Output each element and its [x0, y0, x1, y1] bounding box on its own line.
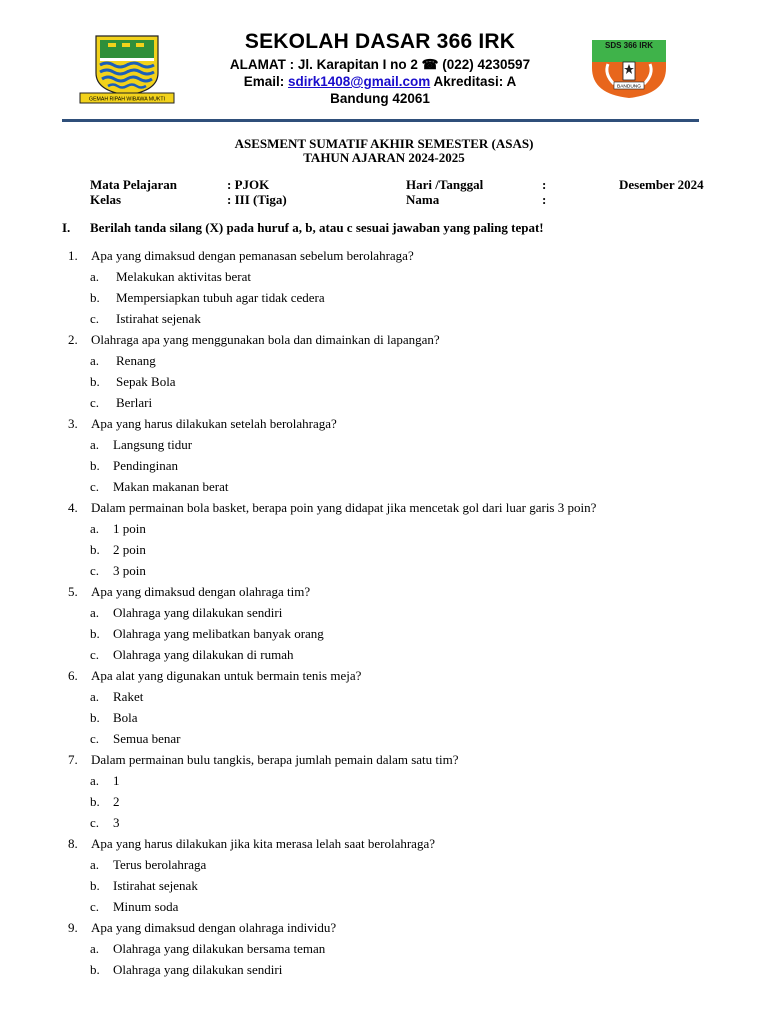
question-text: Dalam permainan bulu tangkis, berapa jumlah pemain dalam satu tim? [91, 752, 459, 767]
question-text: Apa yang harus dilakukan setelah berolahraga? [91, 416, 337, 431]
answer-option[interactable] [90, 311, 201, 327]
answer-option[interactable] [90, 563, 146, 579]
answer-option[interactable] [90, 710, 138, 726]
option-text: Mempersiapkan tubuh agar tidak cedera [116, 290, 325, 305]
option-letter: b. [90, 374, 100, 389]
option-text: 3 [113, 815, 120, 830]
option-letter: a. [90, 269, 100, 284]
option-text: 2 [113, 794, 120, 809]
question-number: 7. [68, 752, 78, 767]
date-colon: : [542, 177, 547, 192]
school-name: SEKOLAH DASAR 366 IRK [244, 30, 516, 53]
letterhead [0, 0, 768, 125]
question-text: Apa yang dimaksud dengan pemanasan sebelum berolahraga? [91, 248, 414, 263]
answer-option[interactable] [90, 479, 229, 495]
option-text: Makan makanan berat [113, 479, 229, 494]
question-3 [68, 416, 337, 432]
question-7 [68, 752, 459, 768]
answer-option[interactable] [90, 290, 325, 306]
question-text: Apa yang dimaksud dengan olahraga tim? [91, 584, 311, 599]
question-number: 4. [68, 500, 78, 515]
option-text: Pendinginan [113, 458, 178, 473]
option-letter: b. [90, 794, 100, 809]
question-number: 9. [68, 920, 78, 935]
answer-option[interactable] [90, 647, 294, 663]
option-text: Berlari [116, 395, 153, 410]
option-text: Minum soda [113, 899, 179, 914]
answer-option[interactable] [90, 521, 146, 537]
option-text: 1 [113, 773, 120, 788]
option-letter: c. [90, 395, 100, 410]
answer-option[interactable] [90, 899, 178, 915]
question-number: 8. [68, 836, 78, 851]
question-text: Olahraga apa yang menggunakan bola dan dimainkan di lapangan? [91, 332, 440, 347]
option-letter: c. [90, 647, 100, 662]
option-text: Olahraga yang dilakukan sendiri [113, 605, 283, 620]
option-text: Semua benar [113, 731, 181, 746]
question-number: 6. [68, 668, 78, 683]
option-text: 1 poin [113, 521, 146, 536]
question-5 [68, 584, 310, 600]
option-text: Istirahat sejenak [116, 311, 201, 326]
answer-option[interactable] [90, 815, 120, 831]
option-letter: a. [90, 941, 100, 956]
address-block [180, 56, 580, 107]
instruction [62, 220, 544, 236]
class-value: : III (Tiga) [227, 192, 287, 207]
option-letter: c. [90, 479, 100, 494]
answer-option[interactable] [90, 374, 176, 390]
school-logo-caption: BANDUNG [617, 84, 641, 90]
option-letter: c. [90, 731, 100, 746]
question-text: Apa yang harus dilakukan jika kita merasa lelah saat berolahraga? [91, 836, 435, 851]
city-emblem-logo [78, 33, 176, 105]
emblem-caption: GEMAH RIPAH WIBAWA MUKTI [89, 96, 165, 103]
option-letter: a. [90, 521, 100, 536]
class-label: Kelas [90, 192, 122, 207]
answer-option[interactable] [90, 542, 146, 558]
question-number: 2. [68, 332, 78, 347]
date-value: Desember 2024 [619, 177, 704, 192]
exam-title: ASESMENT SUMATIF AKHIR SEMESTER (ASAS) [234, 136, 534, 151]
option-letter: a. [90, 605, 100, 620]
school-emblem-logo [590, 38, 668, 100]
answer-option[interactable] [90, 773, 120, 789]
option-letter: b. [90, 290, 100, 305]
question-6 [68, 668, 361, 684]
option-letter: b. [90, 626, 100, 641]
answer-option[interactable] [90, 941, 325, 957]
option-text: Bola [113, 710, 138, 725]
name-colon: : [542, 192, 547, 207]
option-text: Sepak Bola [116, 374, 176, 389]
email-line [180, 73, 580, 90]
name-label: Nama [406, 192, 440, 207]
question-2 [68, 332, 440, 348]
answer-option[interactable] [90, 878, 198, 894]
option-letter: a. [90, 857, 100, 872]
answer-option[interactable] [90, 269, 251, 285]
school-logo-text: SDS 366 IRK [604, 41, 654, 50]
option-text: Raket [113, 689, 144, 704]
answer-option[interactable] [90, 857, 206, 873]
option-letter: a. [90, 353, 100, 368]
answer-option[interactable] [90, 731, 181, 747]
answer-option[interactable] [90, 605, 282, 621]
option-letter: c. [90, 815, 100, 830]
email-link[interactable]: sdirk1408@gmail.com [288, 74, 431, 89]
option-text: Olahraga yang dilakukan sendiri [113, 962, 283, 977]
option-text: Istirahat sejenak [113, 878, 198, 893]
question-text: Apa alat yang digunakan untuk bermain tenis meja? [91, 668, 362, 683]
question-1 [68, 248, 414, 264]
option-letter: b. [90, 962, 100, 977]
exam-year: TAHUN AJARAN 2024-2025 [303, 150, 465, 165]
answer-option[interactable] [90, 395, 152, 411]
option-text: Terus berolahraga [113, 857, 207, 872]
option-letter: b. [90, 710, 100, 725]
question-9 [68, 920, 336, 936]
option-text: 2 poin [113, 542, 146, 557]
answer-option[interactable] [90, 962, 282, 978]
subject-label: Mata Pelajaran [90, 177, 178, 192]
option-letter: c. [90, 563, 100, 578]
answer-option[interactable] [90, 458, 178, 474]
option-letter: c. [90, 311, 100, 326]
option-letter: b. [90, 458, 100, 473]
question-text: Apa yang dimaksud dengan olahraga individu? [91, 920, 337, 935]
question-text: Dalam permainan bola basket, berapa poin yang didapat jika mencetak gol dari luar garis 3 poin? [91, 500, 597, 515]
option-text: Langsung tidur [113, 437, 193, 452]
answer-option[interactable] [90, 626, 324, 642]
date-label: Hari /Tanggal [406, 177, 484, 192]
option-letter: b. [90, 542, 100, 557]
option-letter: a. [90, 773, 100, 788]
header-divider [62, 119, 699, 122]
option-text: Olahraga yang dilakukan bersama teman [113, 941, 326, 956]
option-letter: b. [90, 878, 100, 893]
option-text: Olahraga yang dilakukan di rumah [113, 647, 294, 662]
answer-option[interactable] [90, 689, 143, 705]
address-line: ALAMAT : Jl. Karapitan I no 2 ☎ (022) 4230597 [229, 57, 531, 72]
question-8 [68, 836, 435, 852]
question-number: 5. [68, 584, 78, 599]
subject-value: : PJOK [227, 177, 270, 192]
answer-option[interactable] [90, 353, 156, 369]
city-line: Bandung 42061 [330, 91, 430, 106]
option-letter: a. [90, 437, 100, 452]
option-text: Olahraga yang melibatkan banyak orang [113, 626, 324, 641]
question-number: 3. [68, 416, 78, 431]
accreditation: Akreditasi: A [433, 74, 517, 89]
option-text: Melakukan aktivitas berat [116, 269, 252, 284]
option-text: Renang [116, 353, 156, 368]
question-number: 1. [68, 248, 78, 263]
instruction-text: Berilah tanda silang (X) pada huruf a, b, atau c sesuai jawaban yang paling tepat! [90, 220, 544, 235]
answer-option[interactable] [90, 794, 120, 810]
option-letter: a. [90, 689, 100, 704]
email-label: Email: [243, 74, 285, 89]
question-4 [68, 500, 596, 516]
option-letter: c. [90, 899, 100, 914]
option-text: 3 poin [113, 563, 146, 578]
section-number: I. [62, 220, 71, 235]
answer-option[interactable] [90, 437, 192, 453]
